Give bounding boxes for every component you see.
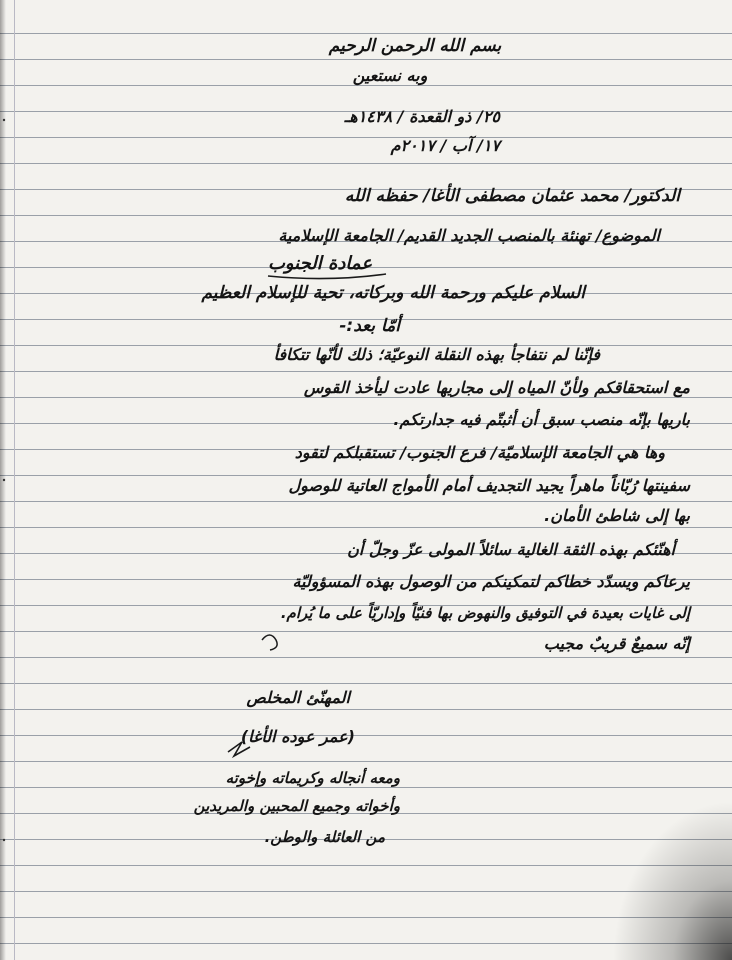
- date-hijri: ٢٥/ ذو القعدة / ١٤٣٨هـ: [344, 107, 500, 126]
- closing-mark: [262, 635, 277, 650]
- closing: المهنّئ المخلص: [246, 688, 350, 707]
- body-line: إلى غايات بعيدة في التوفيق والنهوض بها فنيّاً وإداريّاً على ما يُرام.: [280, 604, 690, 622]
- subject-sub: عمادة الجنوب: [267, 253, 373, 274]
- underline-stroke: [268, 274, 386, 279]
- binder-dot: [3, 119, 5, 121]
- postscript-line: وأخواته وجميع المحبين والمريدين: [193, 797, 400, 815]
- postscript-line: ومعه أنجاله وكريماته وإخوته: [225, 769, 400, 787]
- binder-dot: [3, 479, 5, 481]
- body-line: إنّه سميعٌ قريبٌ مجيب: [543, 634, 690, 653]
- binder-dot: [3, 839, 5, 841]
- body-line: باريها بإنّه منصب سبق أن أثبتّم فيه جدارتكم.: [393, 410, 690, 429]
- page-corner-shadow: [612, 800, 732, 960]
- signature-scribble: [228, 742, 250, 756]
- date-gregorian: ١٧/ آب / ٢٠١٧م: [390, 136, 500, 155]
- body-line: يرعاكم ويسدّد خطاكم لتمكينكم من الوصول بهذه المسؤوليّة: [292, 572, 690, 591]
- basmala: بسم الله الرحمن الرحيم: [328, 36, 502, 56]
- subject: الموضوع/ تهنئة بالمنصب الجديد القديم/ الجامعة الإسلامية: [278, 226, 660, 245]
- addressee: الدكتور/ محمد عثمان مصطفى الأغا/ حفظه الله: [344, 186, 680, 206]
- body-line: مع استحقاقكم ولأنّ المياه إلى مجاريها عادت ليأخذ القوس: [303, 378, 690, 397]
- invocation: وبه نستعين: [352, 66, 428, 85]
- body-line: فإنّنا لم نتفاجأ بهذه النقلة النوعيّة؛ ذلك لأنّها تتكافأ: [273, 345, 600, 364]
- signature-name: (عمر عوده الأغا): [240, 727, 355, 746]
- amma-baad: أمّا بعد:-: [339, 316, 400, 336]
- body-line: سفينتها رُبّاناً ماهراً يجيد التجديف أمام الأمواج العاتية للوصول: [288, 476, 690, 495]
- greeting: السلام عليكم ورحمة الله وبركاته، تحية للإسلام العظيم: [201, 283, 585, 303]
- body-line: أهنّئكم بهذه الثقة الغالية سائلاً المولى عزّ وجلّ أن: [347, 540, 675, 559]
- body-line: بها إلى شاطئ الأمان.: [544, 506, 690, 525]
- body-line: وها هي الجامعة الإسلاميّة/ فرع الجنوب/ تستقبلكم لتقود: [294, 443, 665, 462]
- postscript-line: من العائلة والوطن.: [264, 828, 385, 846]
